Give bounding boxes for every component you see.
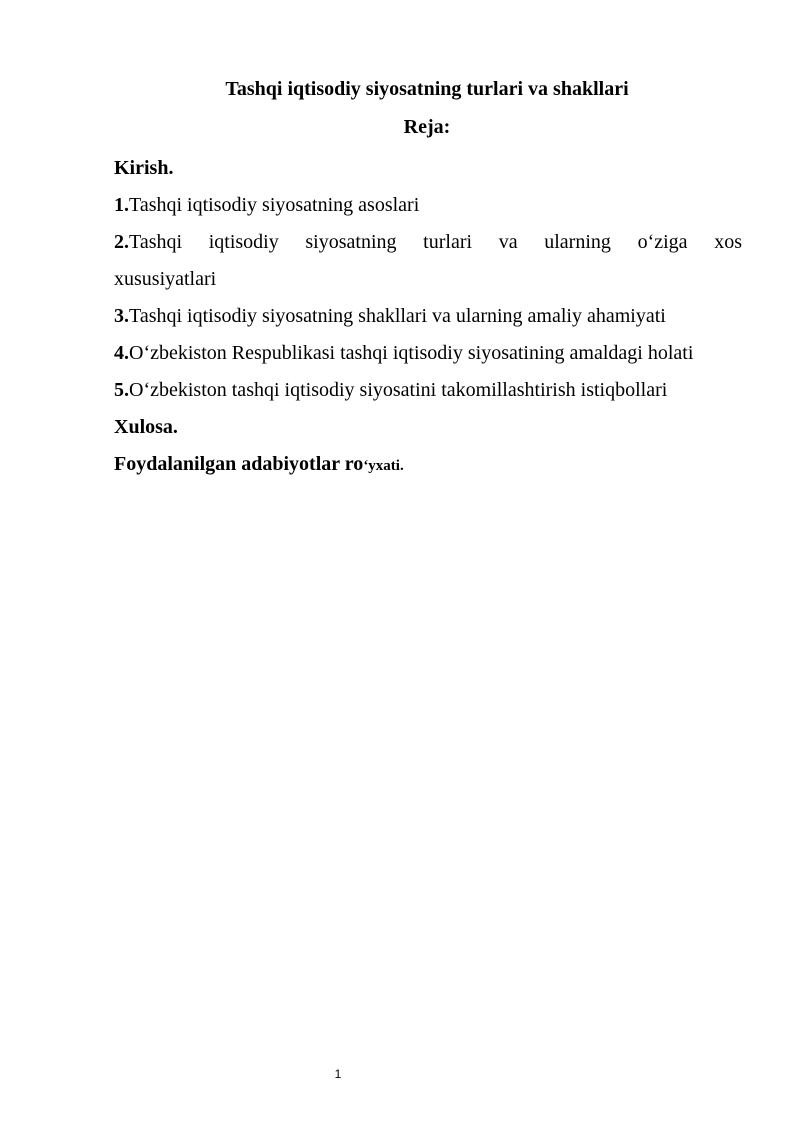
references-heading-main: Foydalanilgan adabiyotlar ro	[114, 453, 364, 475]
plan-item-text: O‘zbekiston Respublikasi tashqi iqtisodiy siyosatining amaldagi holati	[129, 342, 694, 364]
plan-item-1	[114, 187, 742, 224]
plan-item-text: Tashqi iqtisodiy siyosatning asoslari	[129, 194, 420, 216]
plan-heading: Reja:	[403, 116, 451, 138]
plan-item-2	[114, 224, 742, 298]
plan-item-number: 5.	[114, 379, 129, 401]
plan-item-number: 2.	[114, 231, 129, 253]
plan-item-5	[114, 372, 742, 409]
document-title: Tashqi iqtisodiy siyosatning turlari va shakllari	[225, 78, 629, 100]
plan-list	[114, 150, 742, 485]
plan-item-number: 4.	[114, 342, 129, 364]
references-heading-tail: ‘yxati.	[363, 458, 404, 474]
plan-item-number: 3.	[114, 305, 129, 327]
plan-item-4	[114, 335, 742, 372]
plan-item-number: 1.	[114, 194, 129, 216]
intro-heading: Kirish.	[114, 157, 174, 179]
plan-item-continuation: xususiyatlari	[114, 268, 217, 290]
page-number: 1	[334, 1067, 342, 1081]
plan-item-text: O‘zbekiston tashqi iqtisodiy siyosatini takomillashtirish istiqbollari	[129, 379, 668, 401]
plan-item-first-line	[114, 224, 742, 261]
plan-item-text: Tashqi iqtisodiy siyosatning shakllari va ularning amaliy ahamiyati	[129, 305, 666, 327]
plan-item-3	[114, 298, 742, 335]
plan-item-text: Tashqi iqtisodiy siyosatning turlari va ularning o‘ziga xos	[129, 231, 742, 253]
conclusion-heading: Xulosa.	[114, 416, 178, 438]
references-heading	[114, 446, 742, 485]
